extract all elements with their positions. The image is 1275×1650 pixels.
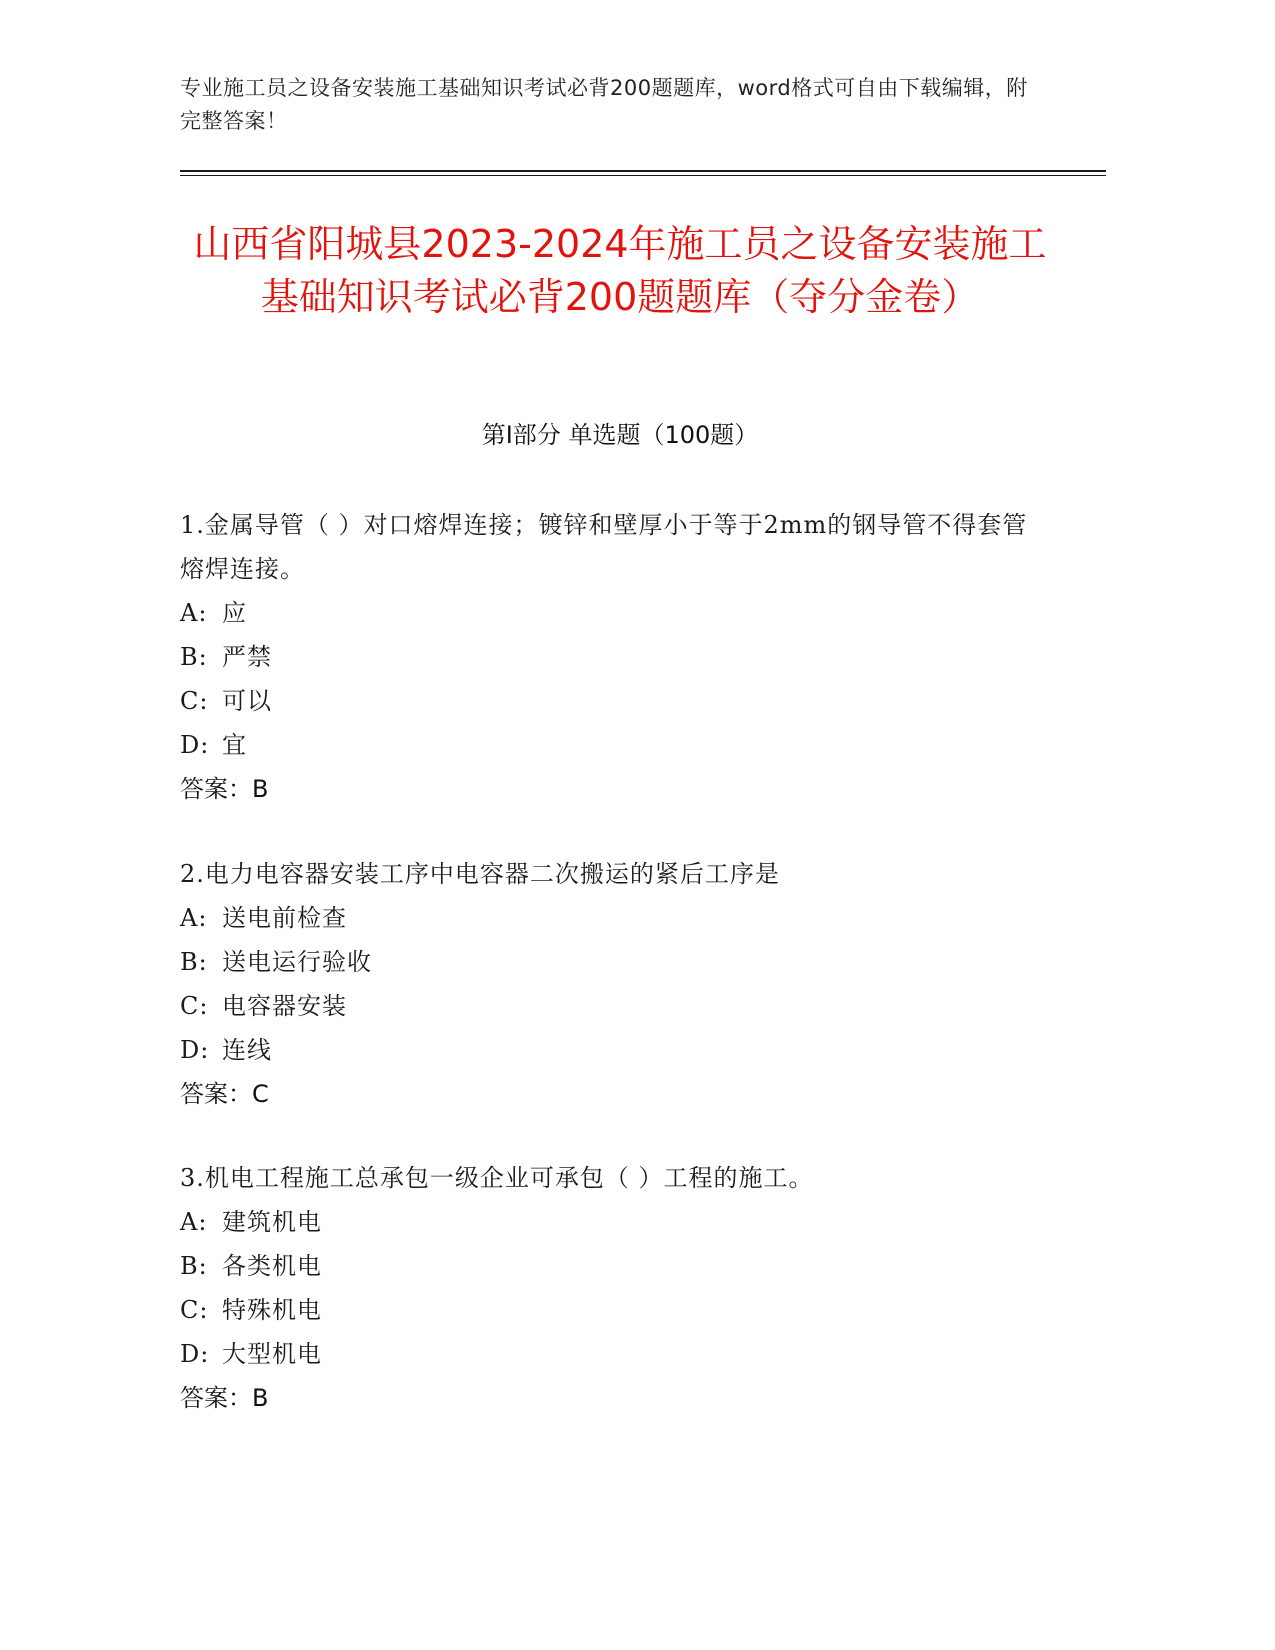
option-key: D: <box>180 1036 210 1064</box>
option-d <box>180 723 1040 767</box>
section-heading: 第Ⅰ部分 单选题（100题） <box>481 421 759 449</box>
option-d <box>180 1028 1040 1072</box>
option-text: 电容器安装 <box>222 992 347 1020</box>
question-1 <box>180 503 1040 811</box>
option-key: A: <box>180 599 208 627</box>
option-key: C: <box>180 992 209 1020</box>
option-b <box>180 940 1040 984</box>
option-text: 送电前检查 <box>222 904 347 932</box>
option-text: 各类机电 <box>222 1252 322 1280</box>
option-key: C: <box>180 1296 209 1324</box>
option-a <box>180 1200 1040 1244</box>
option-text: 严禁 <box>222 643 272 671</box>
option-b <box>180 1244 1040 1288</box>
option-a <box>180 591 1040 635</box>
option-key: D: <box>180 1340 210 1368</box>
document-title: 山西省阳城县2023-2024年施工员之设备安装施工基础知识考试必背200题题库（夺分金卷） <box>193 222 1047 319</box>
option-key: D: <box>180 731 210 759</box>
option-text: 宜 <box>222 731 247 759</box>
option-text: 可以 <box>222 687 272 715</box>
option-a <box>180 896 1040 940</box>
option-c <box>180 1288 1040 1332</box>
option-key: A: <box>180 904 208 932</box>
option-key: B: <box>180 643 208 671</box>
option-text: 建筑机电 <box>222 1208 322 1236</box>
question-stem: 2.电力电容器安装工序中电容器二次搬运的紧后工序是 <box>180 860 780 888</box>
option-key: A: <box>180 1208 208 1236</box>
option-c <box>180 984 1040 1028</box>
question-stem: 1.金属导管（ ）对口熔焊连接；镀锌和壁厚小于等于2mm的钢导管不得套管熔焊连接。 <box>180 511 1028 583</box>
answer-line: 答案：B <box>180 775 269 803</box>
option-key: C: <box>180 687 209 715</box>
option-c <box>180 679 1040 723</box>
header-rule-thin <box>180 175 1106 176</box>
question-stem: 3.机电工程施工总承包一级企业可承包（ ）工程的施工。 <box>180 1164 814 1192</box>
option-text: 连线 <box>222 1036 272 1064</box>
option-b <box>180 635 1040 679</box>
option-key: B: <box>180 948 208 976</box>
answer-line: 答案：C <box>180 1080 269 1108</box>
option-d <box>180 1332 1040 1376</box>
question-3 <box>180 1156 1040 1420</box>
option-text: 大型机电 <box>222 1340 322 1368</box>
question-2 <box>180 852 1040 1116</box>
header-rule-thick <box>180 170 1106 172</box>
header-note: 专业施工员之设备安装施工基础知识考试必背200题题库，word格式可自由下载编辑，附完整答案！ <box>180 76 1028 133</box>
option-text: 应 <box>222 599 247 627</box>
option-text: 特殊机电 <box>222 1296 322 1324</box>
option-key: B: <box>180 1252 208 1280</box>
answer-line: 答案：B <box>180 1384 269 1412</box>
option-text: 送电运行验收 <box>222 948 372 976</box>
